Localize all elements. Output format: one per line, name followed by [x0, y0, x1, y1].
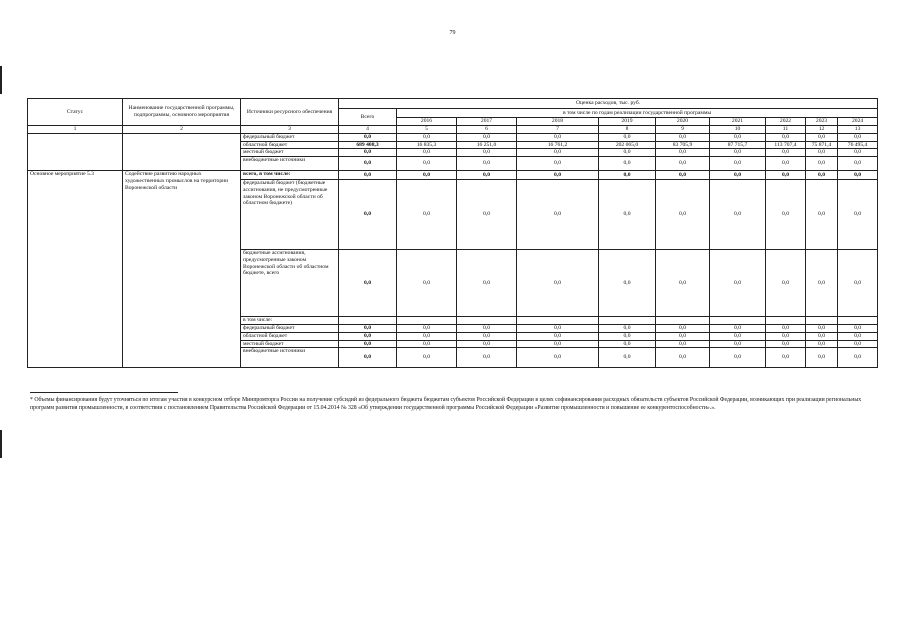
year-value: 0,0 [838, 180, 878, 250]
year-value: 0,0 [599, 332, 656, 340]
year-header: 2023 [806, 118, 838, 126]
year-value: 0,0 [806, 325, 838, 333]
year-value: 0,0 [656, 250, 710, 317]
column-number: 1 [28, 126, 123, 134]
year-value: 16 251,0 [457, 141, 517, 149]
row-source-label: бюджетные ассигнования, предусмотренные законом Воронежской области об областном бюджете, всего [241, 250, 339, 317]
header-total: Всего [339, 109, 397, 126]
year-value: 0,0 [397, 157, 457, 171]
year-value: 0,0 [838, 340, 878, 348]
footnote: * Объемы финансирования будут уточняться по итогам участия в конкурсном отборе Минпромторга России на получение субсидий из федерального бюджета бюджетам субъектов Российской Федерации в целях софинансирования расходных обязательств субъектов Российской Федерации, возникающих при реализации региональных программ развития промышленности, в соответствии с постановлением Правительства Российской Федерации от 15.04.2014 № 328 «Об утверждении государственной программы Российской Федерации «Развитие промышленности и повышение ее конкурентоспособности».». [30, 397, 862, 412]
page-number: 79 [449, 30, 456, 36]
year-value: 0,0 [838, 171, 878, 180]
year-header: 2017 [457, 118, 517, 126]
year-value: 0,0 [599, 134, 656, 142]
column-number: 8 [599, 126, 656, 134]
year-value: 0,0 [599, 325, 656, 333]
year-value: 0,0 [806, 171, 838, 180]
status-cell-continued [28, 134, 123, 171]
year-value: 0,0 [457, 332, 517, 340]
year-value [806, 317, 838, 325]
year-value: 87 715,7 [710, 141, 766, 149]
year-value: 0,0 [397, 149, 457, 157]
row-source-label: местный бюджет [241, 340, 339, 348]
year-value: 0,0 [517, 157, 599, 171]
year-value: 0,0 [766, 180, 806, 250]
year-value: 0,0 [457, 149, 517, 157]
year-header: 2022 [766, 118, 806, 126]
year-value: 0,0 [838, 134, 878, 142]
year-value: 0,0 [838, 250, 878, 317]
header-name: Наименование государственной программы, подпрограммы, основного мероприятия [123, 99, 241, 126]
year-value [397, 317, 457, 325]
column-number: 6 [457, 126, 517, 134]
year-value: 0,0 [517, 348, 599, 368]
year-value: 0,0 [710, 250, 766, 317]
year-value: 0,0 [710, 171, 766, 180]
header-status: Статус [28, 99, 123, 126]
budget-table-body [28, 99, 878, 368]
year-value: 0,0 [766, 325, 806, 333]
year-value: 83 705,9 [656, 141, 710, 149]
year-value: 0,0 [806, 149, 838, 157]
row-source-label: в том числе: [241, 317, 339, 325]
year-value: 0,0 [656, 134, 710, 142]
year-value: 0,0 [517, 171, 599, 180]
year-header: 2024 [838, 118, 878, 126]
year-value: 0,0 [457, 134, 517, 142]
year-value: 0,0 [766, 171, 806, 180]
year-value [517, 317, 599, 325]
column-number: 9 [656, 126, 710, 134]
row-source-label: всего, в том числе: [241, 171, 339, 180]
year-value: 0,0 [457, 250, 517, 317]
header-by-years: в том числе по годам реализации государственной программы [397, 109, 878, 118]
year-value: 0,0 [599, 157, 656, 171]
row-total-value: 0,0 [339, 325, 397, 333]
year-value [710, 317, 766, 325]
column-number: 3 [241, 126, 339, 134]
year-value: 0,0 [457, 180, 517, 250]
year-value [838, 317, 878, 325]
year-value: 0,0 [838, 332, 878, 340]
year-value: 0,0 [457, 157, 517, 171]
year-value: 202 065,0 [599, 141, 656, 149]
year-header: 2016 [397, 118, 457, 126]
year-value: 16 761,2 [517, 141, 599, 149]
year-value: 0,0 [457, 340, 517, 348]
year-value: 0,0 [710, 134, 766, 142]
year-value: 0,0 [656, 325, 710, 333]
row-source-label: федеральный бюджет [241, 134, 339, 142]
column-number: 13 [838, 126, 878, 134]
name-cell-continued [123, 134, 241, 171]
year-value: 0,0 [710, 325, 766, 333]
year-value: 0,0 [397, 332, 457, 340]
year-value: 0,0 [766, 332, 806, 340]
row-source-label: местный бюджет [241, 149, 339, 157]
year-value: 0,0 [838, 348, 878, 368]
year-value: 0,0 [806, 348, 838, 368]
year-value: 0,0 [457, 348, 517, 368]
measure-name: Содействие развитию народных художественных промыслов на территории Воронежской области [123, 171, 241, 368]
year-value: 0,0 [766, 250, 806, 317]
year-value: 0,0 [838, 325, 878, 333]
year-value: 0,0 [517, 332, 599, 340]
year-value: 0,0 [806, 134, 838, 142]
column-number: 5 [397, 126, 457, 134]
year-value: 0,0 [397, 250, 457, 317]
column-number: 11 [766, 126, 806, 134]
footnote-rule [30, 392, 178, 393]
year-value: 0,0 [397, 134, 457, 142]
row-source-label: внебюджетные источники [241, 348, 339, 368]
column-number: 4 [339, 126, 397, 134]
header-source: Источники ресурсного обеспечения [241, 99, 339, 126]
year-value: 0,0 [656, 180, 710, 250]
year-value: 0,0 [766, 134, 806, 142]
year-value: 16 835,3 [397, 141, 457, 149]
year-value: 0,0 [397, 325, 457, 333]
row-total-value: 689 408,3 [339, 141, 397, 149]
year-value: 0,0 [397, 180, 457, 250]
year-value: 0,0 [397, 348, 457, 368]
year-value: 0,0 [806, 250, 838, 317]
year-value [457, 317, 517, 325]
year-value: 0,0 [766, 149, 806, 157]
budget-table [27, 98, 878, 368]
row-total-value: 0,0 [339, 348, 397, 368]
year-value: 0,0 [806, 180, 838, 250]
year-value: 0,0 [656, 157, 710, 171]
header-row [28, 99, 878, 109]
row-source-label: областной бюджет [241, 332, 339, 340]
year-value: 0,0 [710, 157, 766, 171]
year-value [599, 317, 656, 325]
scan-edge-mark-top [0, 66, 2, 94]
year-value: 0,0 [599, 180, 656, 250]
year-value: 0,0 [599, 340, 656, 348]
year-value: 0,0 [599, 348, 656, 368]
year-value: 0,0 [599, 171, 656, 180]
row-source-label: федеральный бюджет (бюджетные ассигнования, не предусмотренные законом Воронежской области об областном бюджете) [241, 180, 339, 250]
year-value: 0,0 [457, 171, 517, 180]
year-value: 0,0 [397, 171, 457, 180]
year-value: 113 707,4 [766, 141, 806, 149]
year-value: 0,0 [517, 149, 599, 157]
row-total-value: 0,0 [339, 340, 397, 348]
year-value: 76 495,4 [838, 141, 878, 149]
measure-status: Основное мероприятие 5.3 [28, 171, 123, 368]
table-row [28, 134, 878, 142]
row-source-label: областной бюджет [241, 141, 339, 149]
year-value: 0,0 [710, 149, 766, 157]
year-value: 0,0 [656, 348, 710, 368]
year-header: 2018 [517, 118, 599, 126]
year-value [766, 317, 806, 325]
year-value: 0,0 [838, 157, 878, 171]
year-value: 0,0 [656, 171, 710, 180]
table-row [28, 171, 878, 180]
row-total-value: 0,0 [339, 180, 397, 250]
year-value: 0,0 [599, 149, 656, 157]
year-value: 0,0 [517, 250, 599, 317]
row-total-value: 0,0 [339, 149, 397, 157]
column-number: 7 [517, 126, 599, 134]
year-value: 0,0 [599, 250, 656, 317]
year-value: 0,0 [806, 157, 838, 171]
year-value: 0,0 [517, 180, 599, 250]
year-value: 0,0 [517, 325, 599, 333]
column-number: 12 [806, 126, 838, 134]
row-source-label: внебюджетные источники [241, 157, 339, 171]
year-value: 0,0 [517, 134, 599, 142]
row-total-value: 0,0 [339, 134, 397, 142]
year-value: 0,0 [656, 340, 710, 348]
row-total-value: 0,0 [339, 250, 397, 317]
year-header: 2019 [599, 118, 656, 126]
year-header: 2020 [656, 118, 710, 126]
row-total-value: 0,0 [339, 171, 397, 180]
year-value: 0,0 [397, 340, 457, 348]
year-value: 0,0 [710, 340, 766, 348]
row-total-value: 0,0 [339, 332, 397, 340]
year-value: 0,0 [710, 332, 766, 340]
year-value [656, 317, 710, 325]
row-source-label: федеральный бюджет [241, 325, 339, 333]
year-value: 0,0 [710, 180, 766, 250]
year-value: 0,0 [766, 348, 806, 368]
year-value: 0,0 [766, 157, 806, 171]
year-value: 0,0 [457, 325, 517, 333]
year-value: 0,0 [806, 340, 838, 348]
row-total-value [339, 317, 397, 325]
scan-edge-mark-bottom [0, 430, 2, 458]
year-value: 0,0 [656, 149, 710, 157]
year-value: 75 871,4 [806, 141, 838, 149]
year-value: 0,0 [656, 332, 710, 340]
year-header: 2021 [710, 118, 766, 126]
header-costs-title: Оценка расходов, тыс. руб. [339, 99, 878, 109]
row-total-value: 0,0 [339, 157, 397, 171]
column-number: 2 [123, 126, 241, 134]
year-value: 0,0 [766, 340, 806, 348]
year-value: 0,0 [838, 149, 878, 157]
column-number: 10 [710, 126, 766, 134]
year-value: 0,0 [710, 348, 766, 368]
year-value: 0,0 [517, 340, 599, 348]
column-number-row [28, 126, 878, 134]
year-value: 0,0 [806, 332, 838, 340]
